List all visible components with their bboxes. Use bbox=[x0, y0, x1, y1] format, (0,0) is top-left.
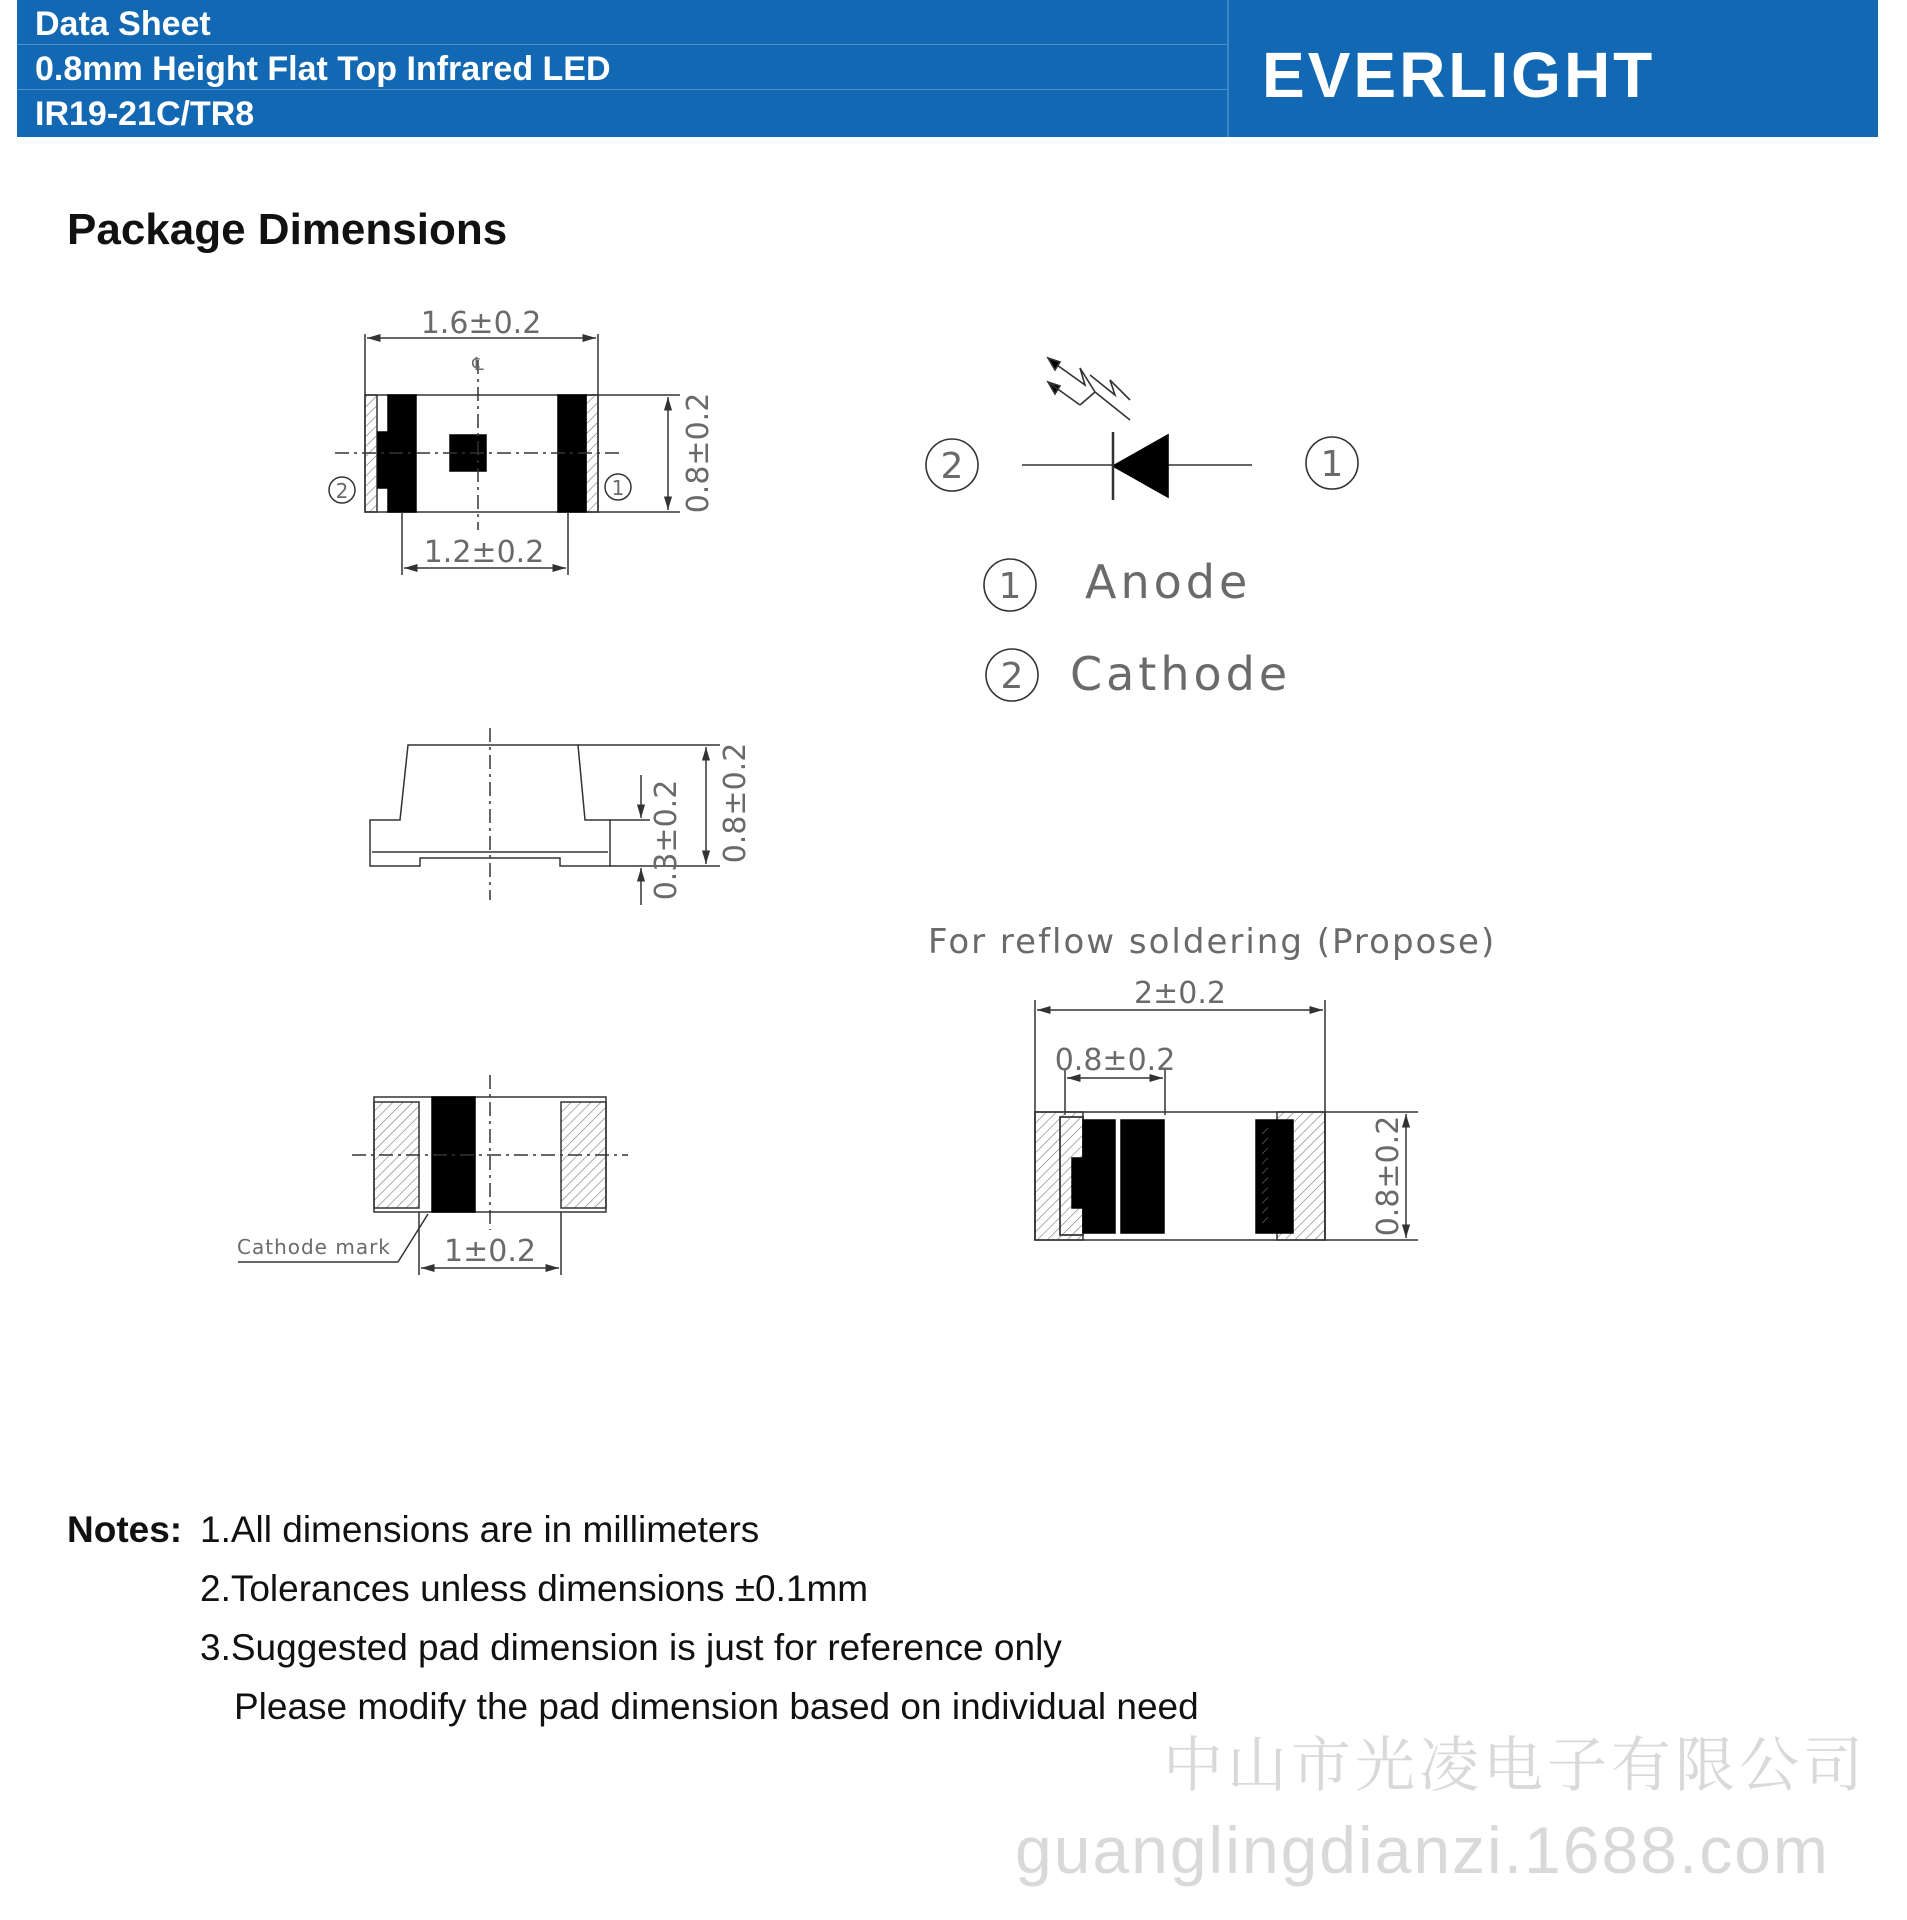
pin-2-label: 2 bbox=[335, 479, 349, 503]
note-item: 2.Tolerances unless dimensions ±0.1mm bbox=[200, 1568, 869, 1609]
pad-layout bbox=[1035, 1000, 1418, 1240]
pad-title: For reflow soldering (Propose) bbox=[928, 922, 1497, 962]
doc-type: Data Sheet bbox=[35, 5, 211, 43]
top-width-dim: 1.6±0.2 bbox=[420, 306, 542, 341]
centerline-mark: ℄ bbox=[472, 354, 484, 375]
top-height-dim: 0.8±0.2 bbox=[681, 392, 716, 514]
pad-width-dim: 0.8±0.2 bbox=[1054, 1043, 1176, 1078]
pin-1-label: 1 bbox=[611, 476, 625, 500]
symbol-pin-2: 2 bbox=[940, 446, 964, 487]
note-item: 1.All dimensions are in millimeters bbox=[200, 1509, 760, 1550]
cathode-mark-label: Cathode mark bbox=[237, 1235, 391, 1259]
everlight-logo: EVERLIGHT bbox=[1262, 39, 1656, 111]
note-item: 3.Suggested pad dimension is just for reference only bbox=[200, 1627, 1062, 1668]
pad-total-dim: 2±0.2 bbox=[1134, 976, 1226, 1011]
bottom-width-dim: 1±0.2 bbox=[444, 1234, 536, 1269]
part-number: IR19-21C/TR8 bbox=[35, 95, 255, 133]
section-title: Package Dimensions bbox=[67, 205, 508, 254]
legend-text: Anode bbox=[1085, 555, 1252, 609]
watermark-url: guanglingdianzi.1688.com bbox=[1015, 1813, 1830, 1887]
symbol-pin-1: 1 bbox=[1320, 444, 1344, 485]
side-height-dim: 0.8±0.2 bbox=[718, 742, 753, 864]
pad-height-dim: 0.8±0.2 bbox=[1371, 1115, 1406, 1237]
legend-num: 1 bbox=[998, 566, 1022, 607]
top-inner-dim: 1.2±0.2 bbox=[423, 535, 545, 570]
legend-num: 2 bbox=[1000, 656, 1024, 697]
note-item: Please modify the pad dimension based on individual need bbox=[234, 1686, 1199, 1727]
side-base-dim: 0.3±0.2 bbox=[649, 779, 684, 901]
watermark-company: 中山市光凌电子有限公司 bbox=[1163, 1731, 1867, 1801]
product-title: 0.8mm Height Flat Top Infrared LED bbox=[35, 50, 611, 88]
notes-label: Notes: bbox=[67, 1509, 183, 1550]
legend-text: Cathode bbox=[1070, 647, 1292, 701]
